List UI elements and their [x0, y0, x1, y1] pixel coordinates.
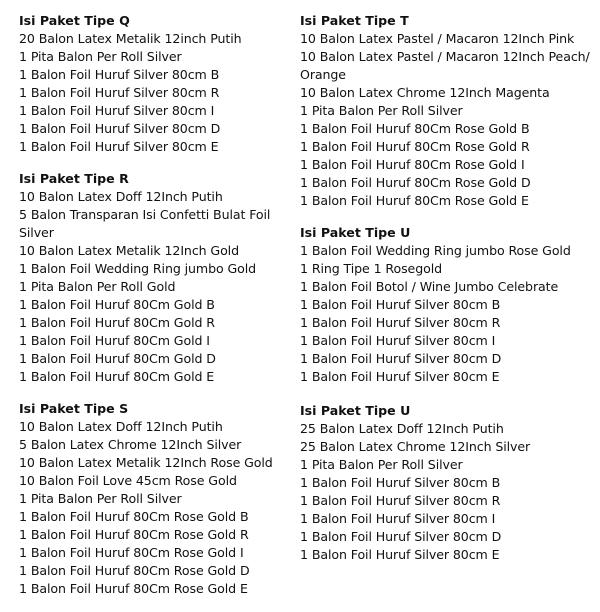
list-item: 1 Balon Foil Huruf Silver 80cm B [19, 67, 220, 82]
section-title: Isi Paket Tipe U [300, 225, 411, 240]
list-item: 1 Balon Foil Huruf 80Cm Rose Gold D [19, 563, 250, 578]
list-item: 20 Balon Latex Metalik 12inch Putih [19, 31, 242, 46]
right-column [300, 12, 592, 578]
list-item: 1 Pita Balon Per Roll Gold [19, 279, 176, 294]
list-item: 1 Pita Balon Per Roll Silver [19, 49, 182, 64]
list-item: 1 Balon Foil Botol / Wine Jumbo Celebrate [300, 279, 559, 294]
list-item: 1 Balon Foil Huruf Silver 80cm I [300, 333, 496, 348]
section-title: Isi Paket Tipe T [300, 13, 409, 28]
list-item: 1 Balon Foil Huruf Silver 80cm E [19, 139, 219, 154]
list-item: 1 Pita Balon Per Roll Silver [300, 103, 463, 118]
list-item: 1 Balon Foil Huruf Silver 80cm E [300, 369, 500, 384]
list-item: 5 Balon Latex Chrome 12Inch Silver [19, 437, 242, 452]
list-item: 25 Balon Latex Doff 12Inch Putih [300, 421, 504, 436]
list-item: 1 Balon Foil Huruf Silver 80cm B [300, 475, 501, 490]
list-item: 1 Pita Balon Per Roll Silver [300, 457, 463, 472]
package-section-r [19, 170, 297, 386]
list-item: 1 Balon Foil Huruf Silver 80cm R [300, 493, 501, 508]
list-item: 1 Balon Foil Huruf Silver 80cm D [19, 121, 221, 136]
list-item: 1 Balon Foil Huruf 80Cm Gold E [19, 369, 215, 384]
section-title: Isi Paket Tipe U [300, 403, 411, 418]
list-item: 1 Balon Foil Huruf 80Cm Rose Gold I [19, 545, 244, 560]
list-item: 1 Ring Tipe 1 Rosegold [300, 261, 443, 276]
list-item: 1 Balon Foil Huruf Silver 80cm R [300, 315, 501, 330]
list-item: 10 Balon Latex Metalik 12Inch Rose Gold [19, 455, 273, 470]
list-item: 1 Balon Foil Wedding Ring jumbo Gold [19, 261, 257, 276]
section-title: Isi Paket Tipe S [19, 401, 129, 416]
list-item: 1 Balon Foil Huruf 80Cm Rose Gold R [300, 139, 530, 154]
list-item: 5 Balon Transparan Isi Confetti Bulat Foil Silver [19, 207, 271, 240]
list-item: 10 Balon Latex Doff 12Inch Putih [19, 419, 223, 434]
list-item: 1 Balon Foil Huruf 80Cm Rose Gold E [19, 581, 248, 596]
package-section-q [19, 12, 297, 156]
list-item: 1 Balon Foil Huruf 80Cm Rose Gold E [300, 193, 529, 208]
list-item: 1 Balon Foil Huruf 80Cm Gold R [19, 315, 215, 330]
list-item: 1 Balon Foil Huruf Silver 80cm E [300, 547, 500, 562]
left-column [19, 12, 297, 612]
list-item: 1 Balon Foil Huruf 80Cm Rose Gold D [300, 175, 531, 190]
section-title: Isi Paket Tipe R [19, 171, 129, 186]
list-item: 10 Balon Latex Pastel / Macaron 12Inch Peach/ Orange [300, 49, 590, 82]
list-item: 1 Balon Foil Huruf 80Cm Gold B [19, 297, 215, 312]
list-item: 1 Balon Foil Wedding Ring jumbo Rose Gold [300, 243, 571, 258]
list-item: 1 Balon Foil Huruf 80Cm Rose Gold B [19, 509, 249, 524]
list-item: 10 Balon Latex Pastel / Macaron 12Inch Pink [300, 31, 575, 46]
list-item: 1 Balon Foil Huruf Silver 80cm R [19, 85, 220, 100]
list-item: 1 Balon Foil Huruf Silver 80cm I [19, 103, 215, 118]
list-item: 1 Balon Foil Huruf Silver 80cm B [300, 297, 501, 312]
section-title: Isi Paket Tipe Q [19, 13, 130, 28]
package-section-t [300, 12, 592, 210]
list-item: 10 Balon Latex Metalik 12Inch Gold [19, 243, 239, 258]
package-section-u [300, 224, 592, 386]
list-item: 25 Balon Latex Chrome 12Inch Silver [300, 439, 531, 454]
list-item: 1 Balon Foil Huruf 80Cm Rose Gold R [19, 527, 249, 542]
list-item: 1 Balon Foil Huruf 80Cm Gold D [19, 351, 216, 366]
list-item: 1 Pita Balon Per Roll Silver [19, 491, 182, 506]
list-item: 10 Balon Foil Love 45cm Rose Gold [19, 473, 237, 488]
list-item: 10 Balon Latex Doff 12Inch Putih [19, 189, 223, 204]
list-item: 1 Balon Foil Huruf 80Cm Rose Gold B [300, 121, 530, 136]
list-item: 1 Balon Foil Huruf Silver 80cm D [300, 351, 502, 366]
list-item: 1 Balon Foil Huruf Silver 80cm D [300, 529, 502, 544]
list-item: 1 Balon Foil Huruf Silver 80cm I [300, 511, 496, 526]
list-item: 1 Balon Foil Huruf 80Cm Rose Gold I [300, 157, 525, 172]
package-section-s [19, 400, 297, 598]
package-section-u-second [300, 402, 592, 564]
list-item: 10 Balon Latex Chrome 12Inch Magenta [300, 85, 550, 100]
list-item: 1 Balon Foil Huruf 80Cm Gold I [19, 333, 210, 348]
